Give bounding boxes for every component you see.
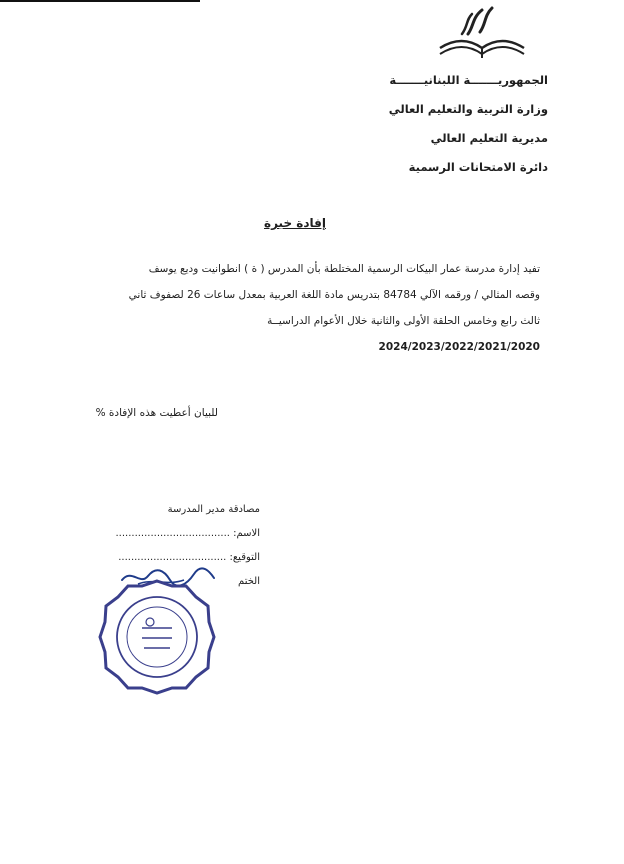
signature-name-line: الاسم: ....................................	[115, 528, 260, 539]
certificate-body	[70, 256, 540, 360]
top-rule	[0, 0, 200, 2]
document-title: إفادة خبرة	[264, 216, 326, 230]
header-line-republic: الجمهوريـــــــة اللبنانيـــــــة	[389, 73, 548, 87]
closing-statement: للبيان أعطيت هذه الإفادة %	[95, 407, 218, 419]
signature-title: مصادقة مدير المدرسة	[167, 504, 260, 515]
header-line-ministry: وزارة التربية والتعليم العالي	[388, 102, 548, 116]
signature-stamp-line: الختم	[238, 576, 260, 587]
ministry-header	[389, 66, 548, 182]
school-stamp	[98, 578, 216, 696]
body-line-3: ثالث رابع وخامس الحلقة الأولى والثانية خلال الأعوام الدراسيــة	[267, 315, 540, 327]
body-line-1: تفيد إدارة مدرسة عمار البيكات الرسمية المختلطة بأن المدرس ( ة ) انطوانيت وديع يوسف	[148, 263, 540, 275]
header-line-department: دائرة الامتحانات الرسمية	[408, 160, 548, 174]
header-line-directorate: مديرية التعليم العالي	[430, 131, 548, 145]
body-line-years: 2024/2023/2022/2021/2020	[378, 341, 540, 353]
signature-sign-line: التوقيع: ..................................	[118, 552, 260, 563]
body-line-2: وقصه المثالي / ورقمه الآلي 84784 بتدريس مادة اللغة العربية بمعدل ساعات 26 لصفوف ثاني	[128, 289, 540, 301]
ministry-book-emblem	[432, 4, 530, 64]
